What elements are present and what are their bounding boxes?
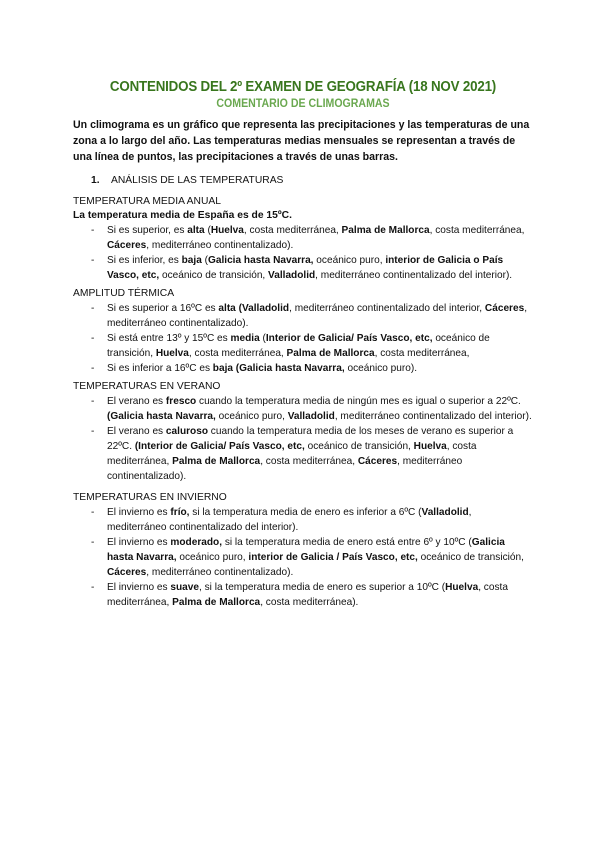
bold-text: (Interior de Galicia/ País Vasco, etc, (134, 441, 305, 453)
bold-text: Valladolid (421, 507, 469, 519)
list-amplitud (73, 301, 533, 376)
section-heading (91, 173, 533, 188)
bullet-dash: - (91, 363, 95, 375)
bullet-dash: - (91, 333, 95, 345)
intro-paragraph: Un climograma es un gráfico que representa las precipitaciones y las temperaturas de una zona a lo largo del año. Las temperaturas medias mensuales se representan a través de una línea de puntos, las precipitaciones a través de unas barras. (73, 119, 530, 163)
bold-text: Cáceres (107, 567, 147, 579)
bullet-dash: - (91, 582, 95, 594)
heading-verano: TEMPERATURAS EN VERANO (73, 381, 221, 393)
bold-text: Cáceres (357, 456, 398, 468)
list-item: - Si es superior, es alta (Huelva, costa mediterránea, Palma de Mallorca, costa mediterránea, Cáceres, mediterráneo continentalizado). (91, 225, 525, 252)
list-verano (73, 394, 533, 484)
list-item: - Si está entre 13º y 15ºC es media (Interior de Galicia/ País Vasco, etc, oceánico de transición, Huelva, costa mediterránea, Palma de Mallorca, costa mediterránea, (91, 333, 490, 360)
bold-text: alta (187, 225, 205, 237)
list-item: - El invierno es frío, si la temperatura media de enero es inferior a 6ºC (Valladolid, mediterráneo continentalizado del interior). (91, 507, 472, 534)
list-item: - El verano es fresco cuando la temperatura media de ningún mes es igual o superior a 22ºC. (Galicia hasta Navarra, oceánico puro, Valladolid, mediterráneo continentalizado del interior). (91, 396, 532, 423)
bullet-dash: - (91, 396, 95, 408)
page-subtitle: COMENTARIO DE CLIMOGRAMAS (216, 98, 390, 110)
list-item: - El invierno es suave, si la temperatura media de enero es superior a 10ºC (Huelva, costa mediterránea, Palma de Mallorca, costa mediterránea). (91, 582, 508, 609)
heading-amplitud: AMPLITUD TÉRMICA (73, 288, 175, 300)
bold-text: Valladolid (287, 411, 335, 423)
bold-text: baja (Galicia hasta Navarra, (212, 363, 345, 375)
bold-text: Huelva (155, 348, 189, 360)
bold-text: moderado, (170, 537, 223, 549)
bold-text: Interior de Galicia/ País Vasco, etc, (265, 333, 433, 345)
heading-media-anual: TEMPERATURA MEDIA ANUAL (73, 196, 222, 208)
bullet-dash: - (91, 225, 95, 237)
bold-text: Huelva (210, 225, 244, 237)
section-title: ANÁLISIS DE LAS TEMPERATURAS (111, 175, 284, 187)
bold-text: (Galicia hasta Navarra, (107, 411, 216, 423)
document-page (73, 78, 533, 610)
list-invierno (73, 505, 533, 610)
bullet-dash: - (91, 426, 95, 438)
list-item: - El invierno es moderado, si la temperatura media de enero está entre 6º y 10ºC (Galicia hasta Navarra, oceánico puro, interior de Galicia / País Vasco, etc, oceánico de transición, Cáceres, mediterráneo continentalizado). (91, 537, 524, 579)
bullet-dash: - (91, 507, 95, 519)
bold-text: interior de Galicia o País Vasco, etc, (107, 255, 504, 282)
bold-text: Cáceres (107, 240, 147, 252)
bold-text: Galicia hasta Navarra, (208, 255, 314, 267)
bold-text: Huelva (413, 441, 447, 453)
list-media-anual (73, 223, 533, 283)
subheading-media-anual: La temperatura media de España es de 15ºC. (73, 210, 292, 222)
bold-text: Valladolid (268, 270, 316, 282)
bold-text: fresco (165, 396, 197, 408)
bold-text: Palma de Mallorca (172, 456, 261, 468)
bold-text: frío, (170, 507, 190, 519)
bold-text: baja (181, 255, 202, 267)
bold-text: interior de Galicia / País Vasco, etc, (248, 552, 418, 564)
bold-text: alta (Valladolid (218, 303, 290, 315)
bold-text: Huelva (445, 582, 479, 594)
page-title: CONTENIDOS DEL 2º EXAMEN DE GEOGRAFÍA (18 NOV 2021) (109, 79, 497, 95)
bold-text: Palma de Mallorca (341, 225, 430, 237)
list-item: - Si es inferior, es baja (Galicia hasta Navarra, oceánico puro, interior de Galicia o País Vasco, etc, oceánico de transición, Valladolid, mediterráneo continentalizado del interior). (91, 255, 513, 282)
list-item: - Si es superior a 16ºC es alta (Valladolid, mediterráneo continentalizado del interior, Cáceres, mediterráneo continentalizado). (91, 303, 528, 330)
bold-text: Palma de Mallorca (172, 597, 261, 609)
section-number: 1. (91, 175, 100, 187)
bullet-dash: - (91, 303, 95, 315)
bold-text: Palma de Mallorca (286, 348, 375, 360)
bullet-dash: - (91, 255, 95, 267)
bold-text: caluroso (165, 426, 208, 438)
bullet-dash: - (91, 537, 95, 549)
bold-text: suave (170, 582, 200, 594)
list-item: - Si es inferior a 16ºC es baja (Galicia hasta Navarra, oceánico puro). (91, 363, 418, 375)
heading-invierno: TEMPERATURAS EN INVIERNO (73, 492, 227, 504)
bold-text: Cáceres (484, 303, 525, 315)
list-item: - El verano es caluroso cuando la temperatura media de los meses de verano es superior a 22ºC. (Interior de Galicia/ País Vasco, etc, oceánico de transición, Huelva, costa mediterránea, Palma de Mallorca, costa mediterránea, Cáceres, mediterráneo continentalizado). (91, 426, 514, 483)
bold-text: Galicia hasta Navarra, (107, 537, 505, 564)
bold-text: media (230, 333, 260, 345)
